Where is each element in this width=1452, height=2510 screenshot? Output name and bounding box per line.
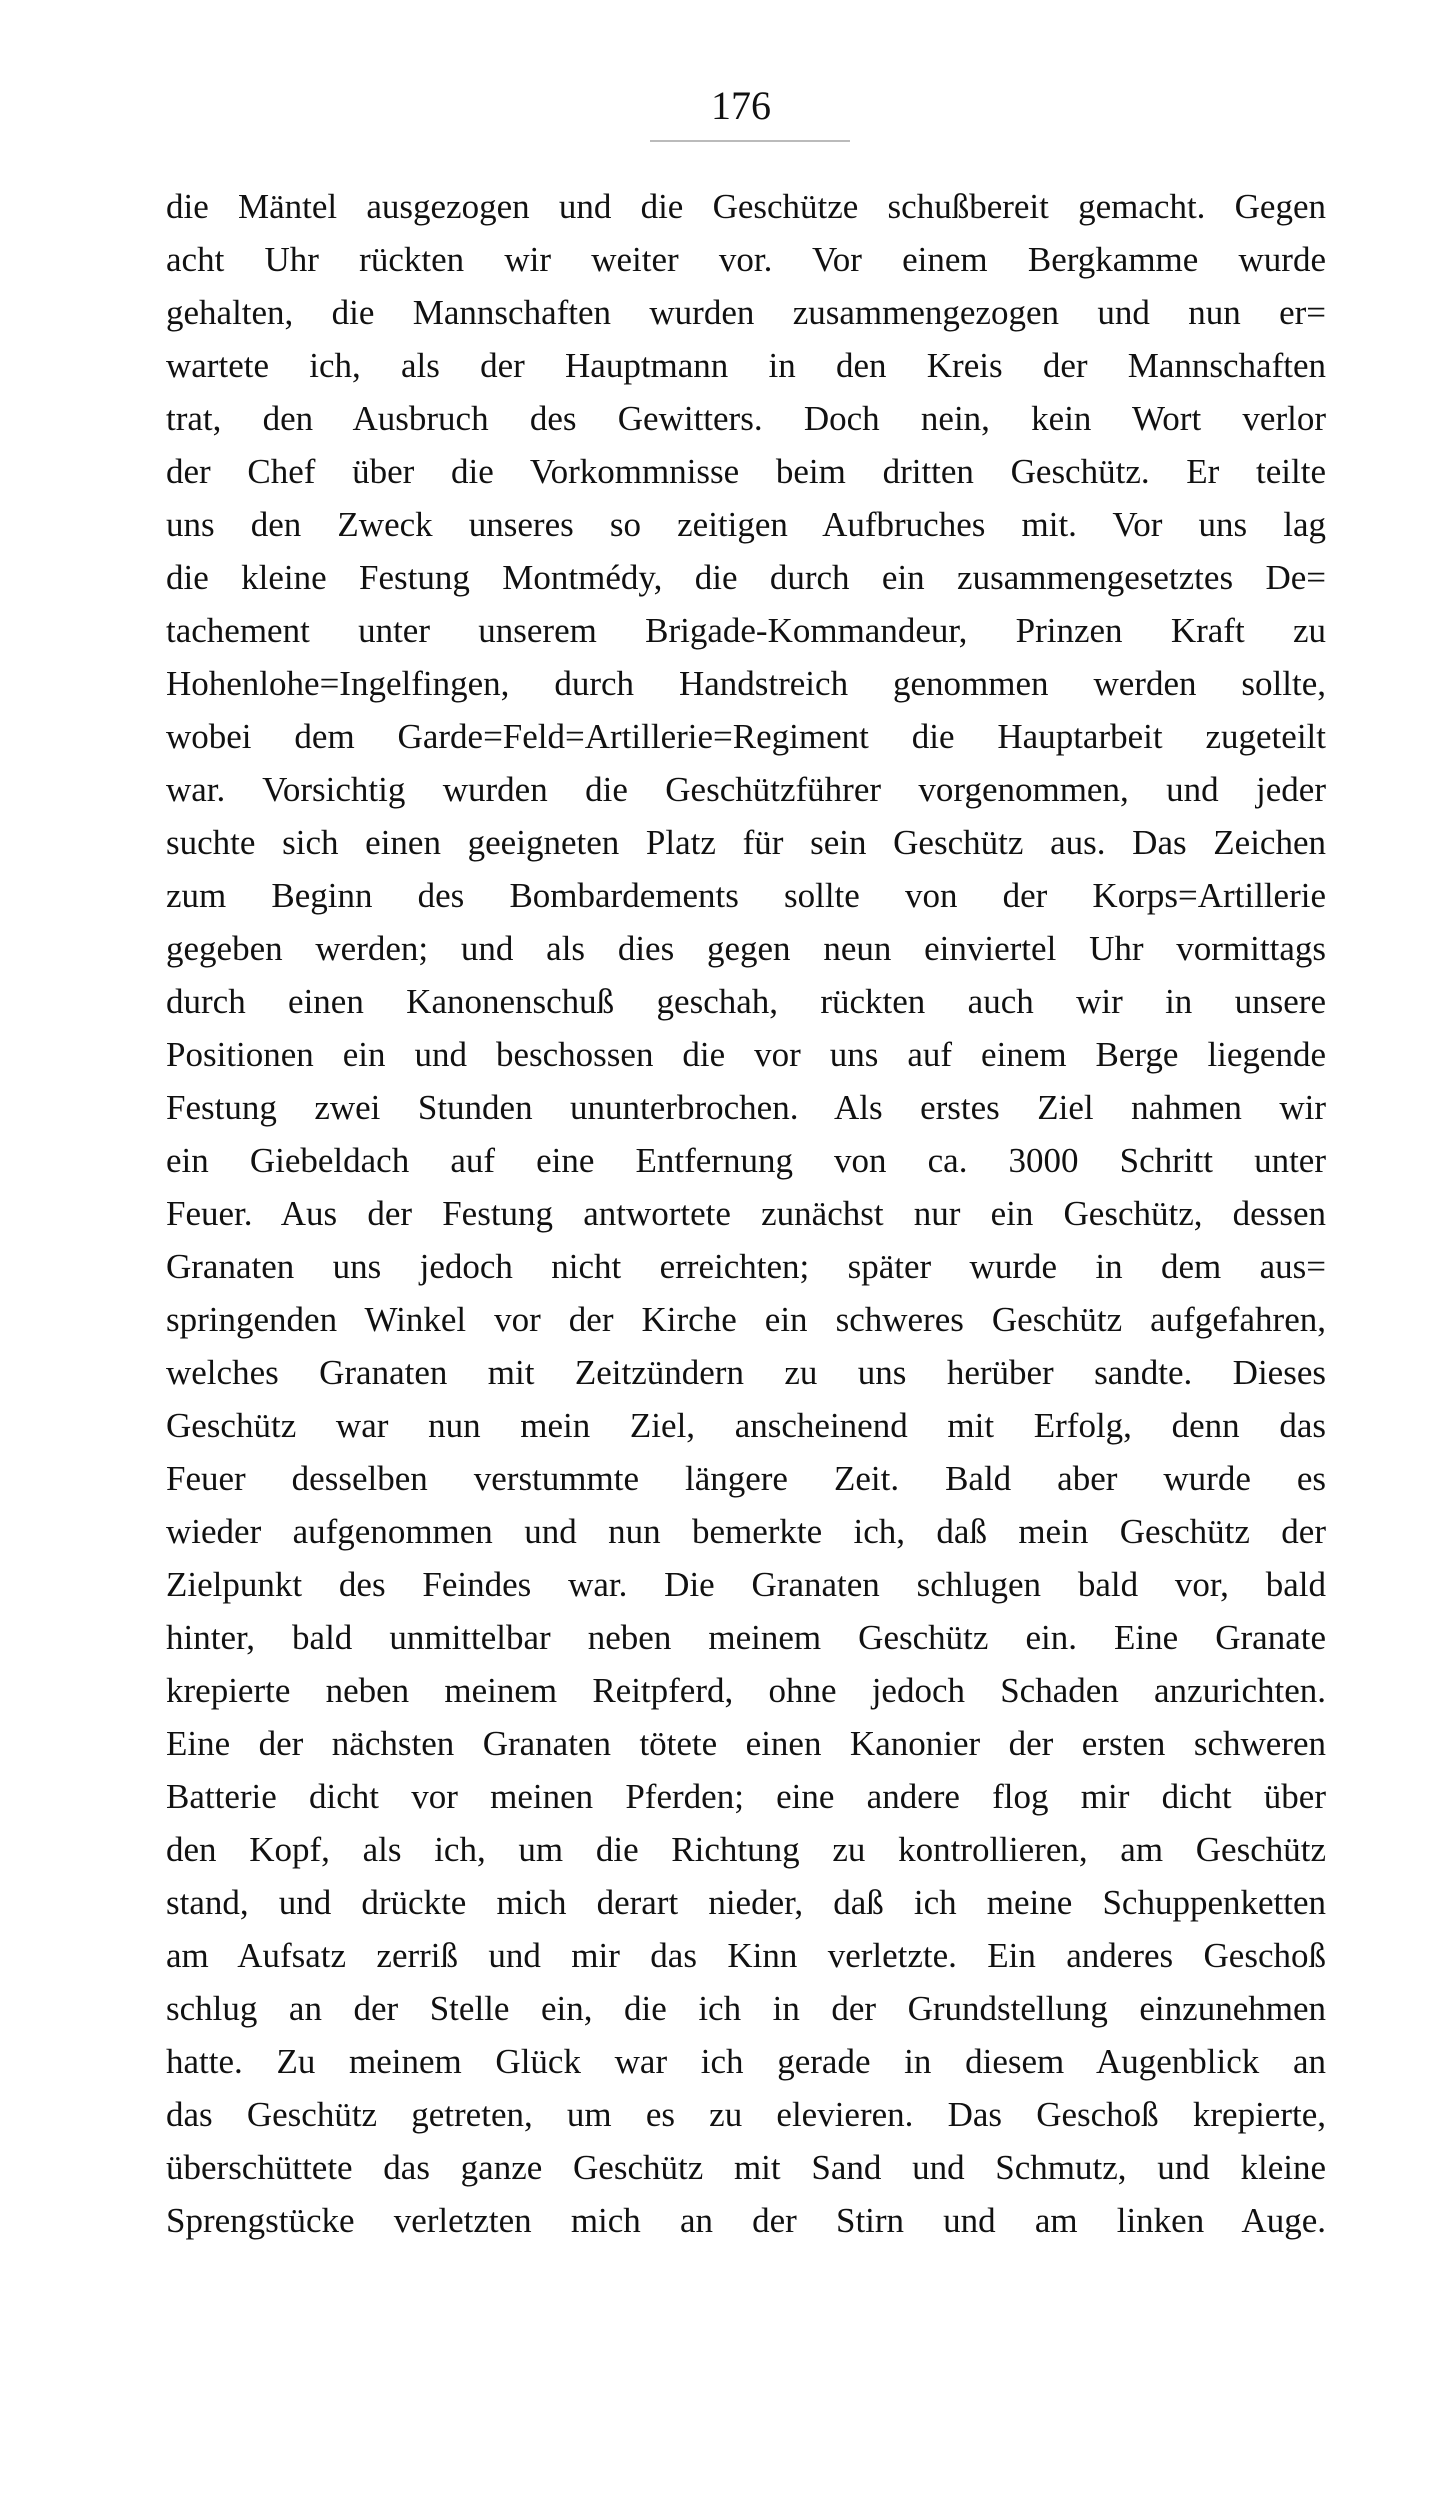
text-line: Sprengstücke verletzten mich an der Stirn und am linken Auge. <box>166 2201 1326 2240</box>
page-number: 176 <box>711 83 771 128</box>
text-line: Positionen ein und beschossen die vor uns auf einem Berge liegende <box>166 1035 1326 1074</box>
text-line: hinter, bald unmittelbar neben meinem Geschütz ein. Eine Granate <box>166 1618 1326 1657</box>
text-line: den Kopf, als ich, um die Richtung zu kontrollieren, am Geschütz <box>166 1830 1326 1869</box>
text-line: Feuer desselben verstummte längere Zeit. Bald aber wurde es <box>166 1459 1326 1498</box>
text-line: wobei dem Garde=Feld=Artillerie=Regiment die Hauptarbeit zugeteilt <box>166 717 1326 756</box>
text-line: gehalten, die Mannschaften wurden zusammengezogen und nun er= <box>166 293 1326 332</box>
text-line: überschüttete das ganze Geschütz mit Sand und Schmutz, und kleine <box>166 2148 1326 2187</box>
text-line: Batterie dicht vor meinen Pferden; eine andere flog mir dicht über <box>166 1777 1326 1816</box>
text-line: wartete ich, als der Hauptmann in den Kreis der Mannschaften <box>166 346 1326 385</box>
text-line: krepierte neben meinem Reitpferd, ohne jedoch Schaden anzurichten. <box>166 1671 1326 1710</box>
text-line: Hohenlohe=Ingelfingen, durch Handstreich genommen werden sollte, <box>166 664 1326 703</box>
text-line: ein Giebeldach auf eine Entfernung von ca. 3000 Schritt unter <box>166 1141 1326 1180</box>
text-line: durch einen Kanonenschuß geschah, rückten auch wir in unsere <box>166 982 1326 1021</box>
text-line: Eine der nächsten Granaten tötete einen Kanonier der ersten schweren <box>166 1724 1326 1763</box>
text-line: Geschütz war nun mein Ziel, anscheinend mit Erfolg, denn das <box>166 1406 1326 1445</box>
text-line: Feuer. Aus der Festung antwortete zunächst nur ein Geschütz, dessen <box>166 1194 1326 1233</box>
text-line: Zielpunkt des Feindes war. Die Granaten schlugen bald vor, bald <box>166 1565 1326 1604</box>
header-rule <box>650 140 850 142</box>
text-line: die kleine Festung Montmédy, die durch ein zusammengesetztes De= <box>166 558 1326 597</box>
text-line: zum Beginn des Bombardements sollte von der Korps=Artillerie <box>166 876 1326 915</box>
text-line: am Aufsatz zerriß und mir das Kinn verletzte. Ein anderes Geschoß <box>166 1936 1326 1975</box>
text-line: hatte. Zu meinem Glück war ich gerade in diesem Augenblick an <box>166 2042 1326 2081</box>
text-line: uns den Zweck unseres so zeitigen Aufbruches mit. Vor uns lag <box>166 505 1326 544</box>
text-line: wieder aufgenommen und nun bemerkte ich, daß mein Geschütz der <box>166 1512 1326 1551</box>
text-line: stand, und drückte mich derart nieder, daß ich meine Schuppenketten <box>166 1883 1326 1922</box>
text-line: suchte sich einen geeigneten Platz für sein Geschütz aus. Das Zeichen <box>166 823 1326 862</box>
text-line: schlug an der Stelle ein, die ich in der Grundstellung einzunehmen <box>166 1989 1326 2028</box>
text-line: das Geschütz getreten, um es zu elevieren. Das Geschoß krepierte, <box>166 2095 1326 2134</box>
text-line: trat, den Ausbruch des Gewitters. Doch nein, kein Wort verlor <box>166 399 1326 438</box>
text-line: welches Granaten mit Zeitzündern zu uns herüber sandte. Dieses <box>166 1353 1326 1392</box>
text-line: Festung zwei Stunden ununterbrochen. Als erstes Ziel nahmen wir <box>166 1088 1326 1127</box>
body-text <box>166 180 1326 2247</box>
text-line: war. Vorsichtig wurden die Geschützführer vorgenommen, und jeder <box>166 770 1326 809</box>
text-line: Granaten uns jedoch nicht erreichten; später wurde in dem aus= <box>166 1247 1326 1286</box>
text-line: gegeben werden; und als dies gegen neun einviertel Uhr vormittags <box>166 929 1326 968</box>
text-line: acht Uhr rückten wir weiter vor. Vor einem Bergkamme wurde <box>166 240 1326 279</box>
text-line: der Chef über die Vorkommnisse beim dritten Geschütz. Er teilte <box>166 452 1326 491</box>
text-line: die Mäntel ausgezogen und die Geschütze schußbereit gemacht. Gegen <box>166 187 1326 226</box>
text-line: tachement unter unserem Brigade-Kommandeur, Prinzen Kraft zu <box>166 611 1326 650</box>
text-line: springenden Winkel vor der Kirche ein schweres Geschütz aufgefahren, <box>166 1300 1326 1339</box>
